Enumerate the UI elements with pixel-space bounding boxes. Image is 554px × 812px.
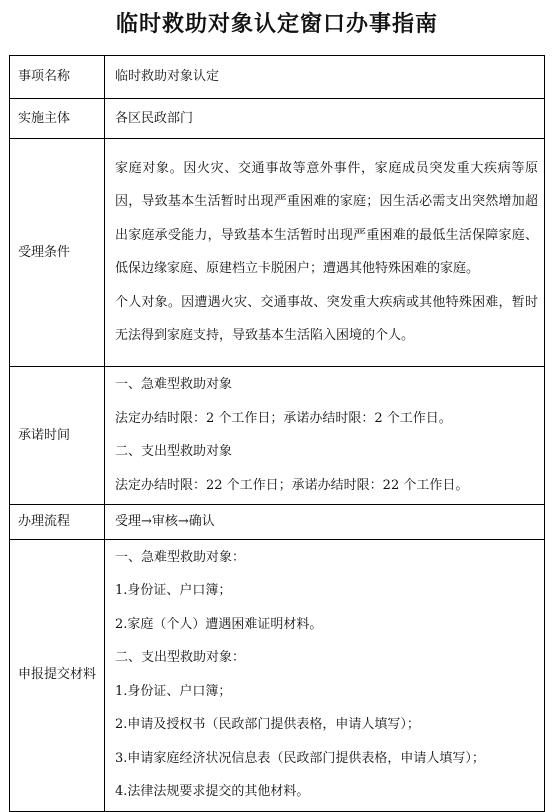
- row-value-process: 受理→审核→确认: [105, 505, 545, 540]
- list-item: 二、支出型救助对象: [115, 444, 233, 459]
- list-item: 2.申请及授权书（民政部门提供表格，申请人填写）；: [115, 717, 420, 732]
- row-value-subject: 各区民政部门: [105, 99, 545, 139]
- list-item: 3.申请家庭经济状况信息表（民政部门提供表格，申请人填写）；: [115, 750, 485, 766]
- list-item: 法定办结时限：22 个工作日；承诺办结时限：22 个工作日。: [115, 477, 469, 493]
- table-row: [10, 505, 545, 540]
- page-title: 临时救助对象认定窗口办事指南: [115, 11, 438, 37]
- row-value-item-name: 临时救助对象认定: [105, 56, 545, 99]
- list-item: 1.身份证、户口簿；: [115, 683, 232, 699]
- table-row: [10, 139, 545, 367]
- list-item: 一、急难型救助对象：: [115, 549, 246, 565]
- table-row: [10, 367, 545, 505]
- list-item: 4.法律法规要求提交的其他材料。: [115, 784, 310, 799]
- list-item: 一、急难型救助对象: [115, 377, 233, 392]
- conditions-paragraph: 家庭对象。因火灾、交通事故等意外事件，家庭成员突发重大疾病等原因，导致基本生活暂时出现严重困难的家庭；因生活必需支出突然增加超出家庭承受能力，导致基本生活暂时出现严重困难的最低生活保障家庭、低保边缘家庭、原建档立卡脱困户；遭遇其他特殊困难的家庭。: [115, 160, 538, 276]
- list-item: 1.身份证、户口簿；: [115, 583, 232, 598]
- row-label-materials: 申报提交材料: [10, 539, 105, 811]
- list-item: 2.家庭（个人）遭遇困难证明材料。: [115, 616, 323, 632]
- row-label-process: 办理流程: [10, 505, 105, 540]
- table-row: [10, 56, 545, 99]
- row-value-time-limit: [105, 367, 545, 505]
- row-label-conditions: 受理条件: [10, 139, 105, 367]
- row-label-item-name: 事项名称: [10, 56, 105, 99]
- row-value-conditions: [105, 139, 545, 367]
- list-item: 法定办结时限：2 个工作日；承诺办结时限：2 个工作日。: [115, 410, 452, 426]
- table-row: [10, 99, 545, 139]
- table-row: [10, 539, 545, 811]
- row-label-subject: 实施主体: [10, 99, 105, 139]
- row-label-time-limit: 承诺时间: [10, 367, 105, 505]
- row-value-materials: [105, 539, 545, 811]
- list-item: 二、支出型救助对象：: [115, 650, 246, 665]
- guide-table: [9, 55, 545, 812]
- conditions-paragraph: 个人对象。因遭遇火灾、交通事故、突发重大疾病或其他特殊困难，暂时无法得到家庭支持，导致基本生活陷入困境的个人。: [115, 294, 538, 343]
